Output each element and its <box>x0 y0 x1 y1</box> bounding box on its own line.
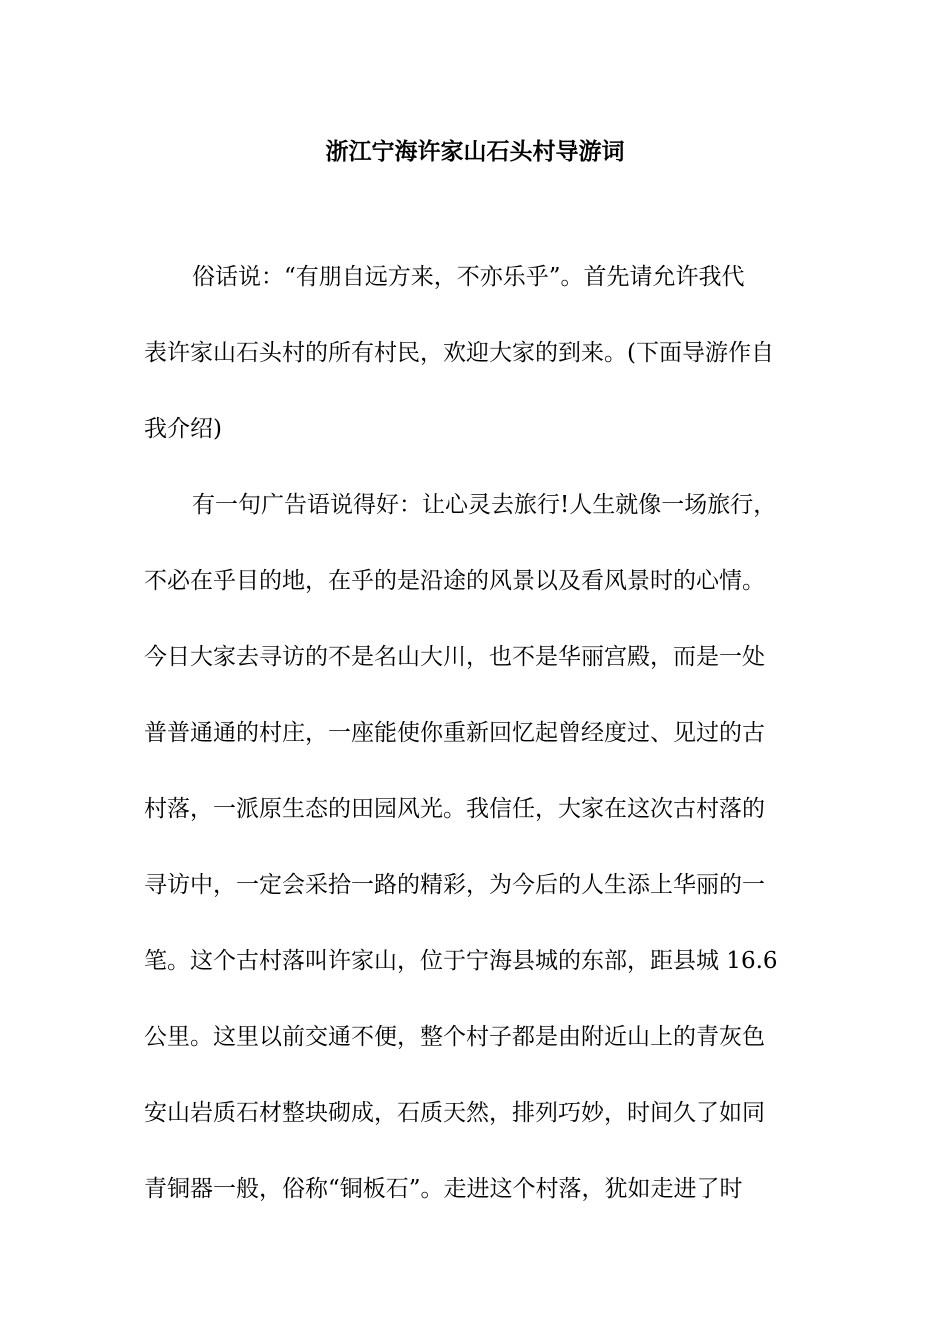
paragraph-2-line-9: 安山岩质石材整块砌成，石质天然，排列巧妙，时间久了如同 <box>144 1100 765 1126</box>
paragraph-1-line-1: 俗话说：“有朋自远方来，不亦乐乎”。首先请允许我代 <box>192 264 745 290</box>
paragraph-1-line-3: 我介绍) <box>144 416 222 442</box>
paragraph-2-line-6: 寻访中，一定会采拾一路的精彩，为今后的人生添上华丽的一 <box>144 872 765 898</box>
paragraph-2-line-5: 村落，一派原生态的田园风光。我信任，大家在这次古村落的 <box>144 796 765 822</box>
paragraph-2-line-1: 有一句广告语说得好：让心灵去旅行!人生就像一场旅行， <box>192 492 777 518</box>
paragraph-1-line-2: 表许家山石头村的所有村民，欢迎大家的到来。(下面导游作自 <box>144 340 774 366</box>
paragraph-2-line-7: 笔。这个古村落叫许家山，位于宁海县城的东部，距县城 16.6 <box>144 948 778 974</box>
paragraph-2-line-4: 普普通通的村庄，一座能使你重新回忆起曾经度过、见过的古 <box>144 720 765 746</box>
paragraph-2-line-10: 青铜器一般，俗称“铜板石”。走进这个村落，犹如走进了时 <box>144 1176 743 1202</box>
document-title: 浙江宁海许家山石头村导游词 <box>325 138 625 165</box>
paragraph-2-line-2: 不必在乎目的地，在乎的是沿途的风景以及看风景时的心情。 <box>144 568 765 594</box>
paragraph-2-line-8: 公里。这里以前交通不便，整个村子都是由附近山上的青灰色 <box>144 1024 765 1050</box>
paragraph-2-line-3: 今日大家去寻访的不是名山大川，也不是华丽宫殿，而是一处 <box>144 644 765 670</box>
document-body <box>144 254 808 1242</box>
